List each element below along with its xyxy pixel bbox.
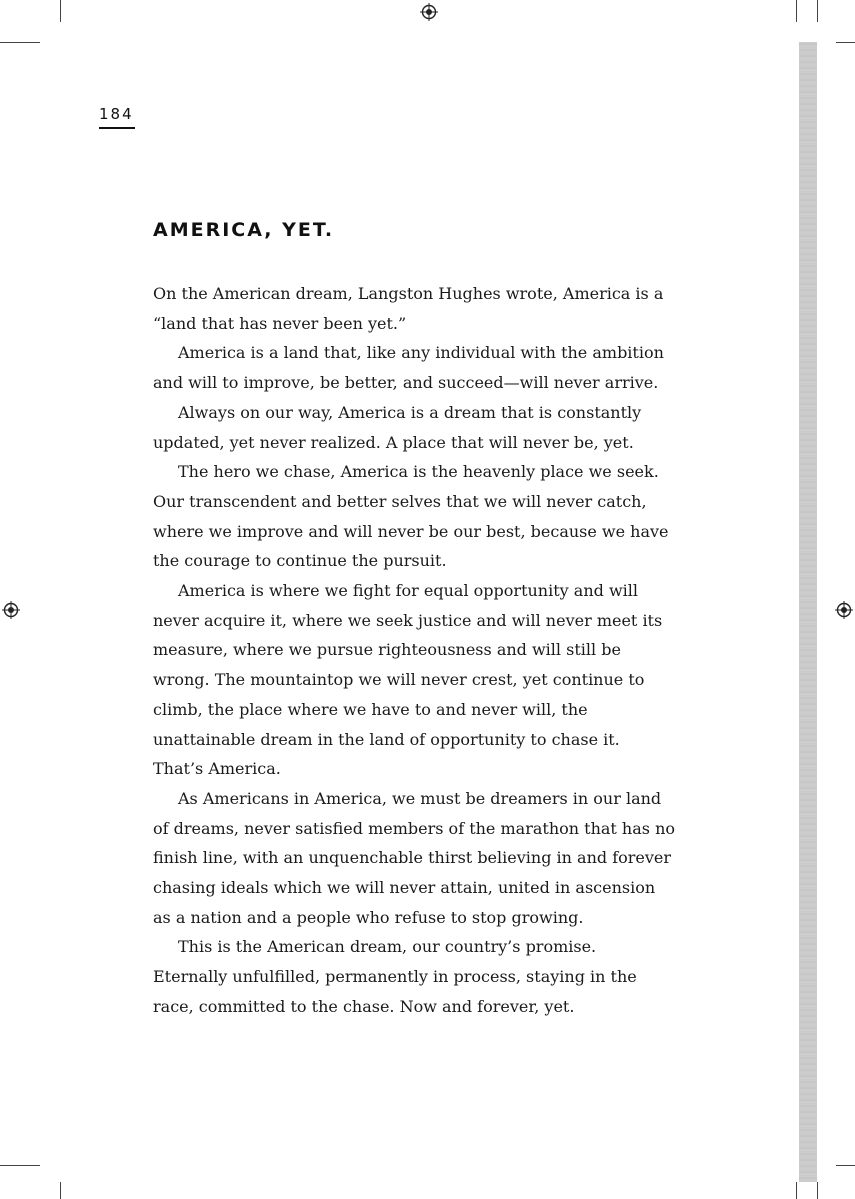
text-line: climb, the place where we have to and never will, the <box>153 699 588 719</box>
crop-mark <box>0 1165 40 1166</box>
text-line: the courage to continue the pursuit. <box>153 551 447 571</box>
crop-mark <box>796 0 797 22</box>
crop-mark <box>817 0 818 22</box>
text-line: race, committed to the chase. Now and forever, yet. <box>153 996 575 1016</box>
text-line: That’s America. <box>153 759 281 779</box>
text-line: and will to improve, be better, and succeed—will never arrive. <box>153 373 659 393</box>
bleed-strip <box>799 42 817 1182</box>
text-line: never acquire it, where we seek justice and will never meet its <box>153 610 663 630</box>
text-line: Eternally unfulfilled, permanently in process, staying in the <box>153 967 637 987</box>
crop-mark <box>796 1182 797 1199</box>
registration-mark-icon <box>835 601 853 619</box>
text-line: “land that has never been yet.” <box>153 313 407 333</box>
text-line: as a nation and a people who refuse to stop growing. <box>153 907 584 927</box>
chapter-title: AMERICA, YET. <box>153 219 335 241</box>
registration-mark-icon <box>2 601 20 619</box>
page-number: 184 <box>99 105 134 123</box>
text-line: As Americans in America, we must be dreamers in our land <box>178 788 662 808</box>
text-line: Our transcendent and better selves that we will never catch, <box>153 491 647 511</box>
page-number-rule <box>99 127 135 129</box>
text-line: America is a land that, like any individual with the ambition <box>178 343 664 363</box>
text-line: The hero we chase, America is the heavenly place we seek. <box>178 462 659 482</box>
text-line: Always on our way, America is a dream that is constantly <box>178 402 642 422</box>
text-line: updated, yet never realized. A place that will never be, yet. <box>153 432 634 452</box>
text-line: unattainable dream in the land of opportunity to chase it. <box>153 729 620 749</box>
crop-mark <box>836 1165 855 1166</box>
body-text <box>153 279 698 1022</box>
text-line: where we improve and will never be our best, because we have <box>153 521 669 541</box>
registration-mark-icon <box>420 3 438 21</box>
crop-mark <box>836 42 855 43</box>
text-line: wrong. The mountaintop we will never crest, yet continue to <box>153 670 645 690</box>
crop-mark <box>0 42 40 43</box>
crop-mark <box>60 1182 61 1199</box>
text-line: America is where we fight for equal opportunity and will <box>178 581 638 601</box>
text-line: This is the American dream, our country’s promise. <box>178 937 597 957</box>
text-line: measure, where we pursue righteousness and will still be <box>153 640 621 660</box>
text-line: On the American dream, Langston Hughes wrote, America is a <box>153 284 664 303</box>
crop-mark <box>60 0 61 22</box>
text-line: chasing ideals which we will never attain, united in ascension <box>153 878 656 898</box>
crop-mark <box>817 1182 818 1199</box>
text-line: finish line, with an unquenchable thirst believing in and forever <box>153 848 672 868</box>
text-line: of dreams, never satisfied members of the marathon that has no <box>153 818 676 838</box>
